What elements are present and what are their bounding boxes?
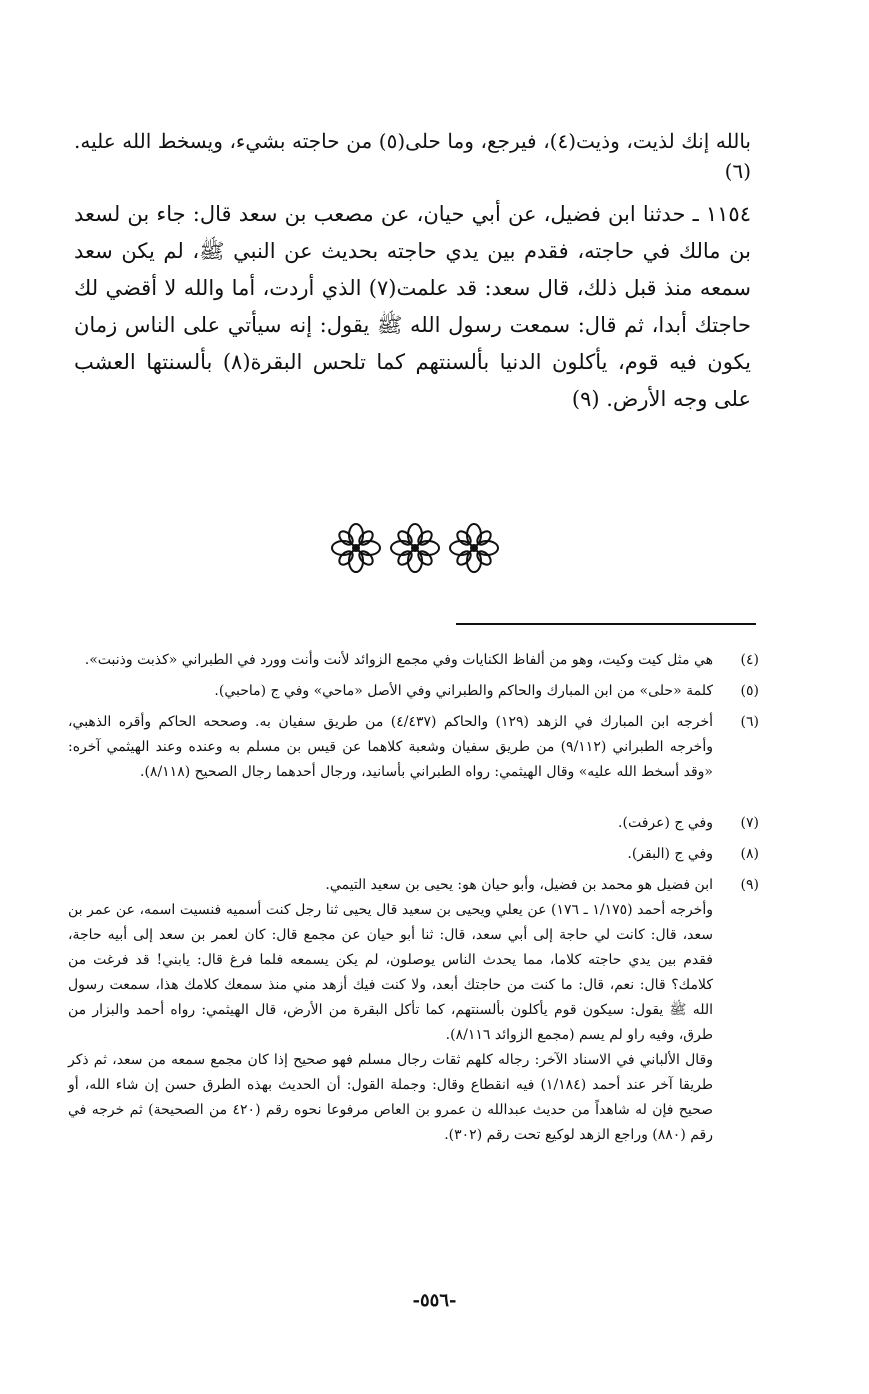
footnote-number: (٦) — [740, 714, 759, 730]
footnote-gap — [68, 791, 759, 811]
footnote-5 — [68, 679, 759, 704]
footnote-line: كلمة «حلى» من ابن المبارك والحاكم والطبراني وفي الأصل «ماحي» وفي ج (ماحبي). — [214, 683, 713, 699]
footnote-text — [68, 842, 713, 867]
footnote-line: وقال الألباني في الاسناد الآخر: رجاله كلهم ثقات رجال مسلم فهو صحيح إذا كان مجمع سمعه من سعد، ثم ذكر طريقا آخر عند أحمد (١/١٨٤) فيه انقطاع وقال: وجملة القول: أن الحديث بهذه الطرق حسن إن شاء الله، أو صحيح فإن له شاهداً من حديث عبدالله ن عمرو بن العاص مرفوعا نحوه رقم (٤٢٠ من الصحيحة) ثم خرجه في رقم (٨٨٠) وراجع الزهد لوكيع تحت رقم (٣٠٢). — [68, 1052, 713, 1143]
footnote-7 — [68, 811, 759, 836]
footnote-number: (٩) — [740, 877, 759, 893]
footnote-number: (٧) — [740, 815, 759, 831]
flower-ornament-icon — [389, 522, 441, 574]
footnote-4 — [68, 648, 759, 673]
footnotes — [68, 648, 759, 1154]
hadith-1154: ١١٥٤ ـ حدثنا ابن فضيل، عن أبي حيان، عن مصعب بن سعد قال: جاء بن لسعد بن مالك في حاجته، فقدم بين يدي حاجته بحديث عن النبي ﷺ، لم يكن سعد سمعه منذ قبل ذلك، قال سعد: قد علمت(٧) الذي أردت، أما والله لا أقضي لك حاجتك أبدا، ثم قال: سمعت رسول الله ﷺ يقول: إنه سيأتي على الناس زمان يكون فيه قوم، يأكلون الدنيا بألسنتهم كما تلحس البقرة(٨) بألسنتها العشب على وجه الأرض. (٩) — [74, 202, 752, 411]
footnote-text — [68, 811, 713, 836]
flower-ornament-icon — [330, 522, 382, 574]
footnote-text — [68, 873, 713, 1148]
footnote-number: (٥) — [740, 683, 759, 699]
main-text — [74, 126, 751, 428]
footnote-line: وأخرجه أحمد (١/١٧٥ ـ ١٧٦) عن يعلي ويحيى بن سعيد قال يحيى ثنا رجل كنت أسميه فنسيت اسمه، عن عمر بن سعد، قال: كانت لي حاجة إلى أبي سعد، قال: ثنا أبو حيان عن مجمع قال: كان لعمر بن سعد إلى أبيه حاجة، فقدم بين يدي حاجته كلاما، مما يحدث الناس يوصلون، لم يكن يسمعه فلما فرغ قال: يابني! قد فرغت من كلامك؟ قال: نعم، قال: ما كنت من حاجتك أبعد، ولا كنت فيك أزهد مني منذ سمعك كلامك هذا، سمعت رسول الله ﷺ يقول: سيكون قوم يأكلون بألسنتهم، كما تأكل البقرة من الأرض، قال الهيثمي: رواه أحمد والبزار من طرق، وفيه راو لم يسم (مجمع الزوائد ٨/١١٦). — [68, 902, 714, 1043]
footnote-separator — [456, 623, 756, 625]
footnote-9 — [68, 873, 759, 1148]
paragraph-continuation: بالله إنك لذيت، وذيت(٤)، فيرجع، وما حلى(٥) من حاجته بشيء، ويسخط الله عليه. (٦) — [74, 129, 751, 183]
footnote-text — [68, 679, 713, 704]
footnote-text — [68, 710, 713, 785]
flower-ornament-icon — [448, 522, 500, 574]
footnote-line: أخرجه ابن المبارك في الزهد (١٢٩) والحاكم (٤/٤٣٧) من طريق سفيان به. وصححه الحاكم وأقره الذهبي، وأخرجه الطبراني (٩/١١٢) من طريق سفيان وشعبة كلاهما عن قيس بن مسلم به وعنده وعند الهيثمي آخره: «وقد أسخط الله عليه» وقال الهيثمي: رواه الطبراني بأسانيد، ورجال أحدهما رجال الصحيح (٨/١١٨). — [68, 714, 713, 780]
footnote-8 — [68, 842, 759, 867]
footnote-number: (٤) — [740, 652, 759, 668]
page-number: -٥٥٦- — [412, 1290, 457, 1311]
footnote-number: (٨) — [740, 846, 759, 862]
footnote-line: ابن فضيل هو محمد بن فضيل، وأبو حيان هو: يحيى بن سعيد التيمي. — [325, 877, 713, 893]
footnote-line: وفي ج (عرفت). — [618, 815, 713, 831]
footnote-line: وفي ج (البقر). — [627, 846, 713, 862]
footnote-6 — [68, 710, 759, 785]
footnote-text — [68, 648, 713, 673]
section-divider-ornament — [330, 520, 500, 576]
footnote-line: هي مثل كيت وكيت، وهو من ألفاظ الكنايات وفي مجمع الزوائد لأنت وأنت وورد في الطبراني «كذبت وذنبت». — [84, 652, 713, 668]
